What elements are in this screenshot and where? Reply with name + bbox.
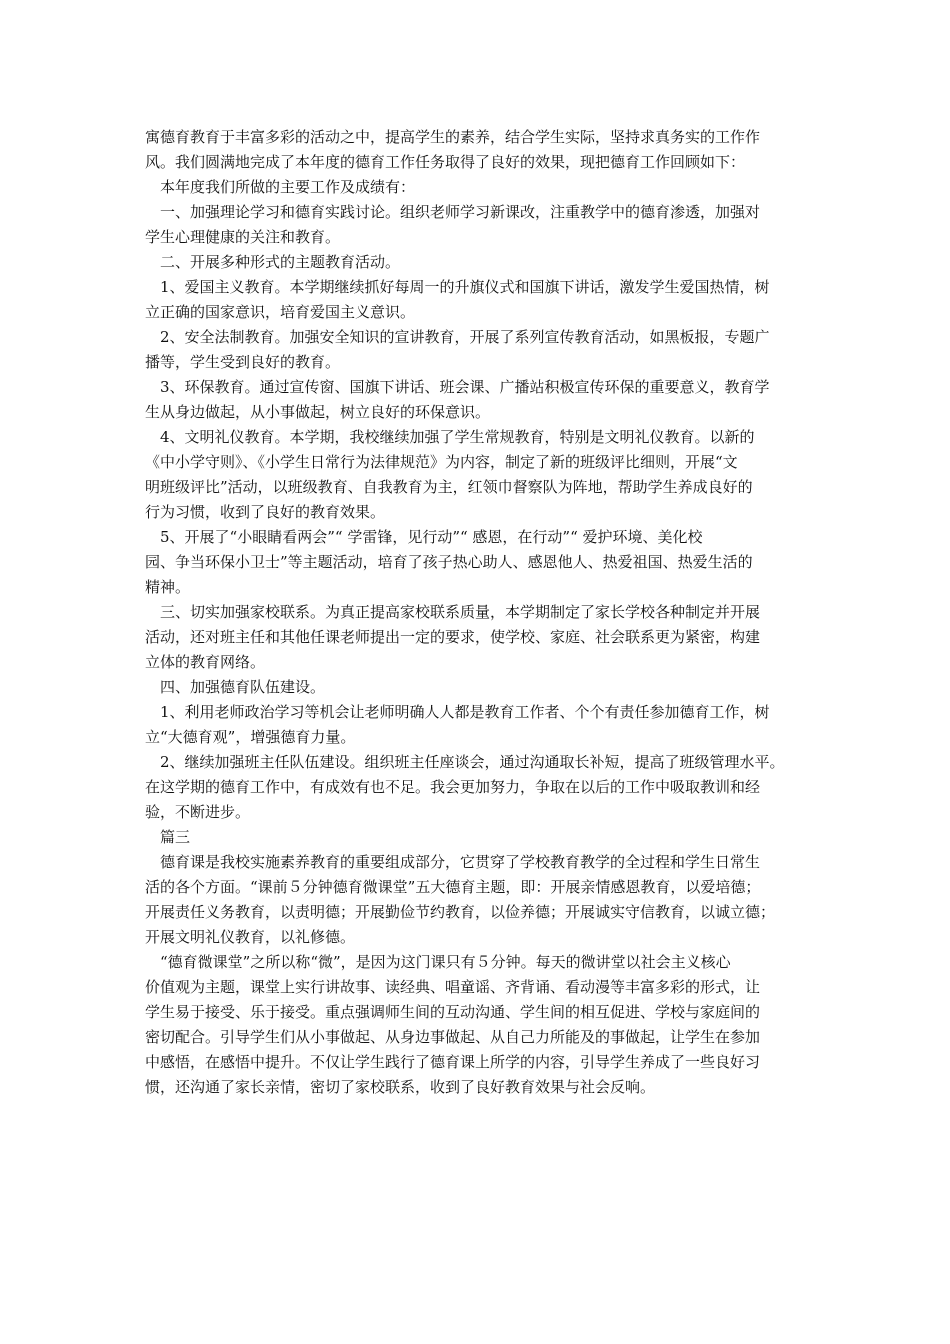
text-line: 《中小学守则》、《小学生日常行为法律规范》为内容，制定了新的班级评比细则，开展“文: [145, 453, 738, 471]
text-line: 生从身边做起，从小事做起，树立良好的环保意识。: [145, 403, 491, 421]
section-heading: 篇三: [145, 828, 191, 846]
text-line: 行为习惯，收到了良好的教育效果。: [145, 503, 386, 521]
text-line: 风。我们圆满地完成了本年度的德育工作任务取得了良好的效果，现把德育工作回顾如下：: [145, 153, 746, 171]
text-line: 立“大德育观”，增强德育力量。: [145, 728, 356, 746]
text-line: 开展责任义务教育，以责明德；开展勤俭节约教育，以俭养德；开展诚实守信教育，以诚立德；: [145, 903, 776, 921]
text-line: 4、文明礼仪教育。本学期，我校继续加强了学生常规教育，特别是文明礼仪教育。以新的: [145, 428, 755, 446]
text-line: 精神。: [145, 578, 191, 596]
text-line: “德育微课堂”之所以称“微”，是因为这门课只有５分钟。每天的微讲堂以社会主义核心: [145, 953, 731, 971]
text-line: 5、开展了“小眼睛看两会”“ 学雷锋，见行动”“ 感恩，在行动”“ 爱护环境、美化校: [145, 528, 703, 546]
text-line: 本年度我们所做的主要工作及成绩有：: [145, 178, 416, 196]
text-line: 2、安全法制教育。加强安全知识的宣讲教育，开展了系列宣传教育活动，如黑板报，专题广: [145, 328, 770, 346]
text-line: 3、环保教育。通过宣传窗、国旗下讲话、班会课、广播站积极宣传环保的重要意义，教育学: [145, 378, 770, 396]
text-line: 密切配合。引导学生们从小事做起、从身边事做起、从自己力所能及的事做起，让学生在参加: [145, 1028, 761, 1046]
text-line: 寓德育教育于丰富多彩的活动之中，提高学生的素养，结合学生实际，坚持求真务实的工作作: [145, 128, 761, 146]
text-line: 在这学期的德育工作中，有成效有也不足。我会更加努力，争取在以后的工作中吸取教训和经: [145, 778, 761, 796]
text-line: 开展文明礼仪教育，以礼修德。: [145, 928, 356, 946]
text-line: 一、加强理论学习和德育实践讨论。组织老师学习新课改，注重教学中的德育渗透，加强对: [145, 203, 761, 221]
text-line: 验，不断进步。: [145, 803, 251, 821]
text-line: 活动，还对班主任和其他任课老师提出一定的要求，使学校、家庭、社会联系更为紧密，构建: [145, 628, 761, 646]
text-line: 1、爱国主义教育。本学期继续抓好每周一的升旗仪式和国旗下讲话，激发学生爱国热情，树: [145, 278, 770, 296]
text-line: 四、加强德育队伍建设。: [145, 678, 326, 696]
document-body: [145, 125, 805, 1125]
text-line: 园、争当环保小卫士”等主题活动，培育了孩子热心助人、感恩他人、热爱祖国、热爱生活的: [145, 553, 753, 571]
text-line: 价值观为主题，课堂上实行讲故事、读经典、唱童谣、齐背诵、看动漫等丰富多彩的形式，让: [145, 978, 761, 996]
text-line: 立正确的国家意识，培育爱国主义意识。: [145, 303, 416, 321]
text-line: 立体的教育网络。: [145, 653, 266, 671]
text-line: 明班级评比”活动，以班级教育、自我教育为主，红领巾督察队为阵地，帮助学生养成良好的: [145, 478, 753, 496]
text-line: 惯，还沟通了家长亲情，密切了家校联系，收到了良好教育效果与社会反响。: [145, 1078, 656, 1096]
text-line: 活的各个方面。“课前５分钟德育微课堂”五大德育主题，即：开展亲情感恩教育，以爱培德；: [145, 878, 761, 896]
text-line: 中感悟，在感悟中提升。不仅让学生践行了德育课上所学的内容，引导学生养成了一些良好习: [145, 1053, 761, 1071]
text-line: 1、利用老师政治学习等机会让老师明确人人都是教育工作者、个个有责任参加德育工作，树: [145, 703, 770, 721]
text-line: [145, 1100, 805, 1125]
text-line: 学生心理健康的关注和教育。: [145, 228, 341, 246]
text-line: 德育课是我校实施素养教育的重要组成部分，它贯穿了学校教育教学的全过程和学生日常生: [145, 853, 761, 871]
text-line: 2、继续加强班主任队伍建设。组织班主任座谈会，通过沟通取长补短，提高了班级管理水平。: [145, 753, 785, 771]
text-line: 学生易于接受、乐于接受。重点强调师生间的互动沟通、学生间的相互促进、学校与家庭间的: [145, 1003, 761, 1021]
text-line: 二、开展多种形式的主题教育活动。: [145, 253, 401, 271]
text-line: 播等，学生受到良好的教育。: [145, 353, 341, 371]
text-line: 三、切实加强家校联系。为真正提高家校联系质量，本学期制定了家长学校各种制定并开展: [145, 603, 761, 621]
